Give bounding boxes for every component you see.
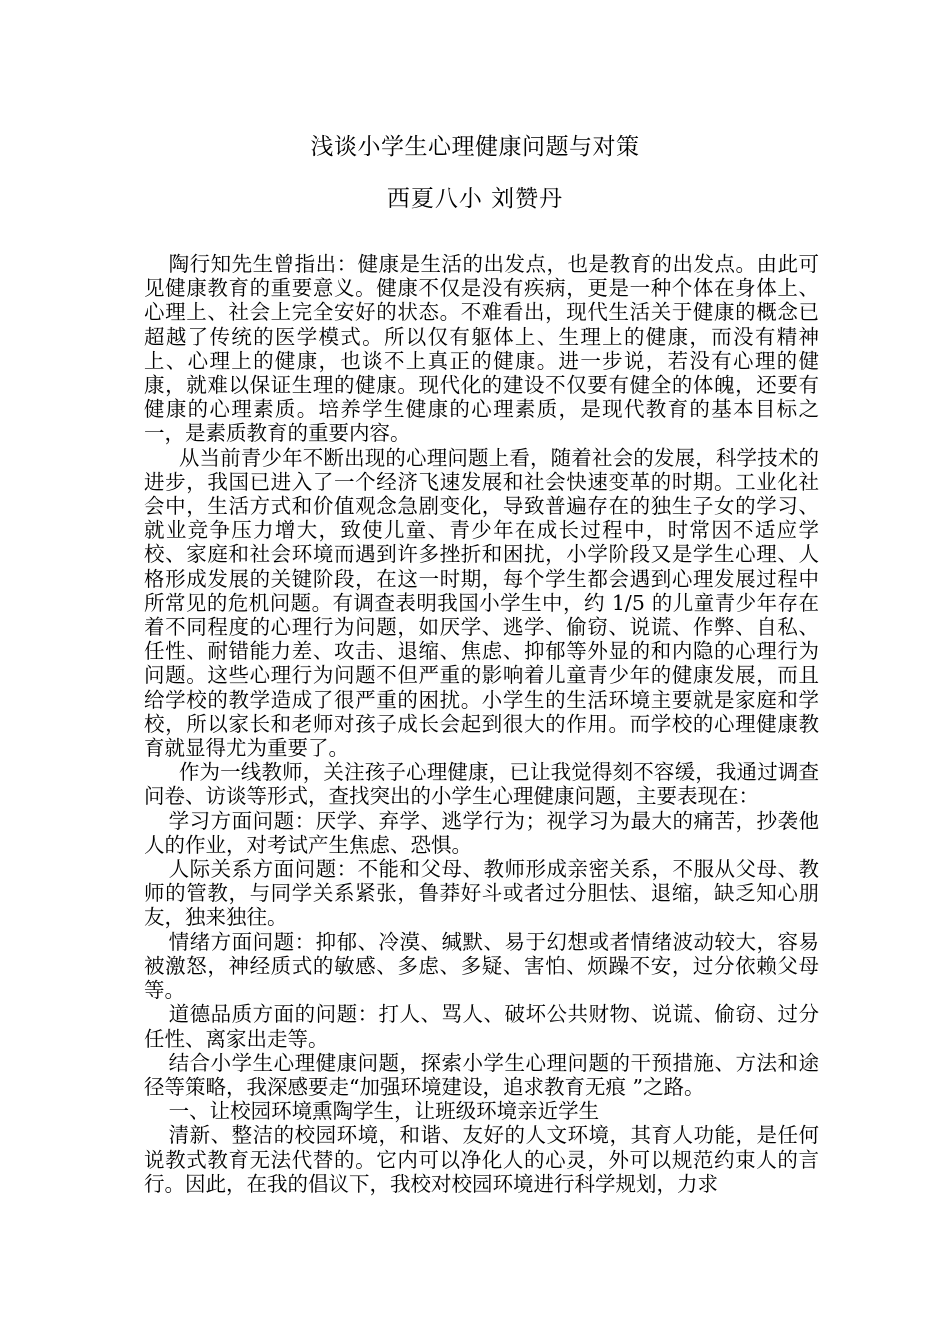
paragraph-moral-issues: 道德品质方面的问题：打人、骂人、破坏公共财物、说谎、偷窃、过分任性、离家出走等。 bbox=[144, 1002, 819, 1051]
paragraph-strategy: 结合小学生心理健康问题，探索小学生心理问题的干预措施、方法和途径等策略，我深感要走“加强环境建设，追求教育无痕 ”之路。 bbox=[144, 1050, 819, 1099]
paragraph-intro: 陶行知先生曾指出：健康是生活的出发点，也是教育的出发点。由此可见健康教育的重要意义。健康不仅是没有疾病，更是一种个体在身体上、心理上、社会上完全安好的状态。不难看出，现代生活关于健康的概念已超越了传统的医学模式。所以仅有躯体上、生理上的健康，而没有精神上、心理上的健康，也谈不上真正的健康。进一步说，若没有心理的健康，就难以保证生理的健康。现代化的建设不仅要有健全的体魄，还要有健康的心理素质。培养学生健康的心理素质，是现代教育的基本目标之一，是素质教育的重要内容。 bbox=[144, 252, 819, 446]
document-title: 浅谈小学生心理健康问题与对策 bbox=[310, 134, 640, 160]
document-author: 西夏八小 刘赞丹 bbox=[386, 186, 564, 212]
paragraph-learning-issues: 学习方面问题：厌学、弃学、逃学行为；视学习为最大的痛苦，抄袭他人的作业，对考试产生焦虑、恐惧。 bbox=[144, 808, 819, 857]
paragraph-relationship-issues: 人际关系方面问题：不能和父母、教师形成亲密关系，不服从父母、教师的管教，与同学关系紧张，鲁莽好斗或者过分胆怯、退缩，缺乏知心朋友，独来独往。 bbox=[144, 857, 819, 930]
paragraph-background: 从当前青少年不断出现的心理问题上看，随着社会的发展，科学技术的进步，我国已进入了一个经济飞速发展和社会快速变革的时期。工业化社会中，生活方式和价值观念急剧变化，导致普遍存在的独生子女的学习、就业竞争压力增大，致使儿童、青少年在成长过程中，时常因不适应学校、家庭和社会环境而遇到许多挫折和困扰，小学阶段又是学生心理、人格形成发展的关键阶段，在这一时期，每个学生都会遇到心理发展过程中所常见的危机问题。有调查表明我国小学生中，约 1/5 的儿童青少年存在着不同程度的心理行为问题，如厌学、逃学、偷窃、说谎、作弊、自私、任性、耐错能力差、攻击、退缩、焦虑、抑郁等外显的和内隐的心理行为问题。这些心理行为问题不但严重的影响着儿童青少年的健康发展，而且给学校的教学造成了很严重的困扰。小学生的生活环境主要就是家庭和学校，所以家长和老师对孩子成长会起到很大的作用。而学校的心理健康教育就显得尤为重要了。 bbox=[144, 445, 819, 761]
paragraph-survey: 作为一线教师，关注孩子心理健康，已让我觉得刻不容缓，我通过调查问卷、访谈等形式，查找突出的小学生心理健康问题，主要表现在： bbox=[144, 760, 819, 809]
document-body bbox=[144, 252, 819, 1196]
paragraph-campus-environment: 清新、整洁的校园环境，和谐、友好的人文环境，其育人功能，是任何说教式教育无法代替的。它内可以净化人的心灵，外可以规范约束人的言行。因此，在我的倡议下，我校对校园环境进行科学规划，力求 bbox=[144, 1123, 819, 1196]
paragraph-emotional-issues: 情绪方面问题：抑郁、冷漠、缄默、易于幻想或者情绪波动较大，容易被激怒，神经质式的敏感、多虑、多疑、害怕、烦躁不安，过分依赖父母等。 bbox=[144, 929, 819, 1003]
section-heading-1: 一、让校园环境熏陶学生，让班级环境亲近学生 bbox=[168, 1099, 600, 1124]
